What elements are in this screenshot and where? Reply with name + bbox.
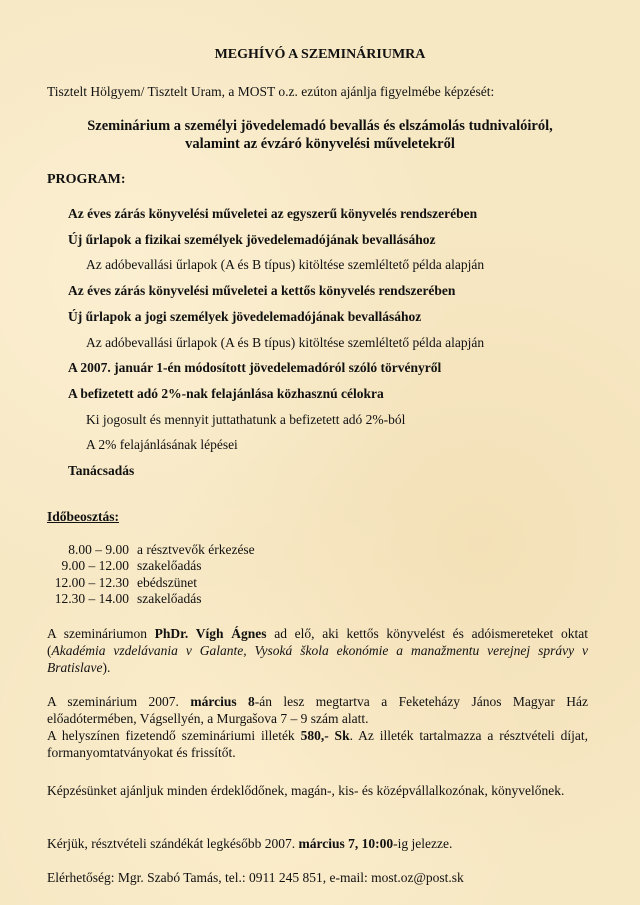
lecturer-name: PhDr. Vígh Ágnes (154, 626, 267, 641)
schedule-heading: Időbeosztás: (47, 509, 120, 524)
page-title: MEGHÍVÓ A SZEMINÁRIUMRA (214, 47, 426, 62)
deadline-date: március 7, 10:00 (298, 836, 394, 851)
schedule-activity: szakelőadás (137, 591, 202, 606)
program-item: Az éves zárás könyvelési műveletei az egyszerű könyvelés rendszerében (68, 206, 478, 221)
schedule-activity: ebédszünet (137, 575, 197, 590)
seminar-title-line2: valamint az évzáró könyvelési műveletekről (185, 136, 455, 152)
program-item: Tanácsadás (68, 463, 135, 478)
schedule-activity: szakelőadás (137, 558, 202, 573)
schedule-activity: a résztvevők érkezése (137, 542, 255, 557)
program-item: Ki jogosult és mennyit juttathatunk a befizetett adó 2%-ból (86, 412, 406, 427)
program-item: A 2% felajánlásának lépései (86, 437, 238, 452)
schedule-time: 8.00 – 9.00 (68, 542, 129, 557)
schedule-time: 12.00 – 12.30 (54, 575, 129, 590)
program-item: Az adóbevallási űrlapok (A és B típus) kitöltése szemléltető példa alapján (86, 257, 485, 272)
seminar-date: március 8 (190, 694, 255, 709)
program-heading: PROGRAM: (47, 172, 126, 187)
greeting: Tisztelt Hölgyem/ Tisztelt Uram, a MOST o.z. ezúton ajánlja figyelmébe képzését: (47, 84, 495, 99)
deadline-line: Kérjük, résztvételi szándékát legkésőbb 2007. március 7, 10:00-ig jelezze. (47, 836, 453, 851)
contact-line: Elérhetőség: Mgr. Szabó Tamás, tel.: 0911 245 851, e-mail: most.oz@post.sk (47, 870, 464, 885)
program-item: A befizetett adó 2%-nak felajánlása közhasznú célokra (68, 386, 384, 401)
program-item: Az éves zárás könyvelési műveletei a kettős könyvelés rendszerében (68, 283, 456, 298)
fee-amount: 580,- Sk (300, 728, 350, 743)
lecturer-paragraph: A szemináriumon PhDr. Vígh Ágnes ad elő, aki kettős könyvelést és adóismereteket oktat (Akadémia vzdelávania v Galante, Vysoká škola ekonómie a manažmentu verejnej správy v Bratislave). (47, 626, 588, 675)
recommend-paragraph: Képzésünket ajánljuk minden érdeklődőnek, magán-, kis- és középvállalkozónak, könyvelőnek. (47, 783, 565, 798)
schedule-time: 9.00 – 12.00 (61, 558, 129, 573)
seminar-title-line1: Szeminárium a személyi jövedelemadó bevallás és elszámolás tudnivalóiról, (87, 118, 553, 134)
lecturer-affiliation: Akadémia vzdelávania v Galante, Vysoká škola ekonómie a manažmentu verejnej správy v Bratislave (47, 643, 588, 675)
program-item: Új űrlapok a fizikai személyek jövedelemadójának bevallásához (68, 232, 436, 247)
program-item: Az adóbevallási űrlapok (A és B típus) kitöltése szemléltető példa alapján (86, 335, 485, 350)
program-item: A 2007. január 1-én módosított jövedelemadóról szóló törvényről (68, 360, 442, 375)
schedule-time: 12.30 – 14.00 (54, 591, 129, 606)
venue-paragraph: A szeminárium 2007. március 8-án lesz megtartva a Feketeházy János Magyar Ház előadótermében, Vágsellyén, a Murgašova 7 – 9 szám alatt. A helyszínen fizetendő szemináriumi illeték 580,- Sk. Az illeték tartalmazza a résztvételi díjat, formanyomtatványokat és frissítőt. (47, 694, 589, 760)
program-item: Új űrlapok a jogi személyek jövedelemadójának bevallásához (68, 309, 422, 324)
